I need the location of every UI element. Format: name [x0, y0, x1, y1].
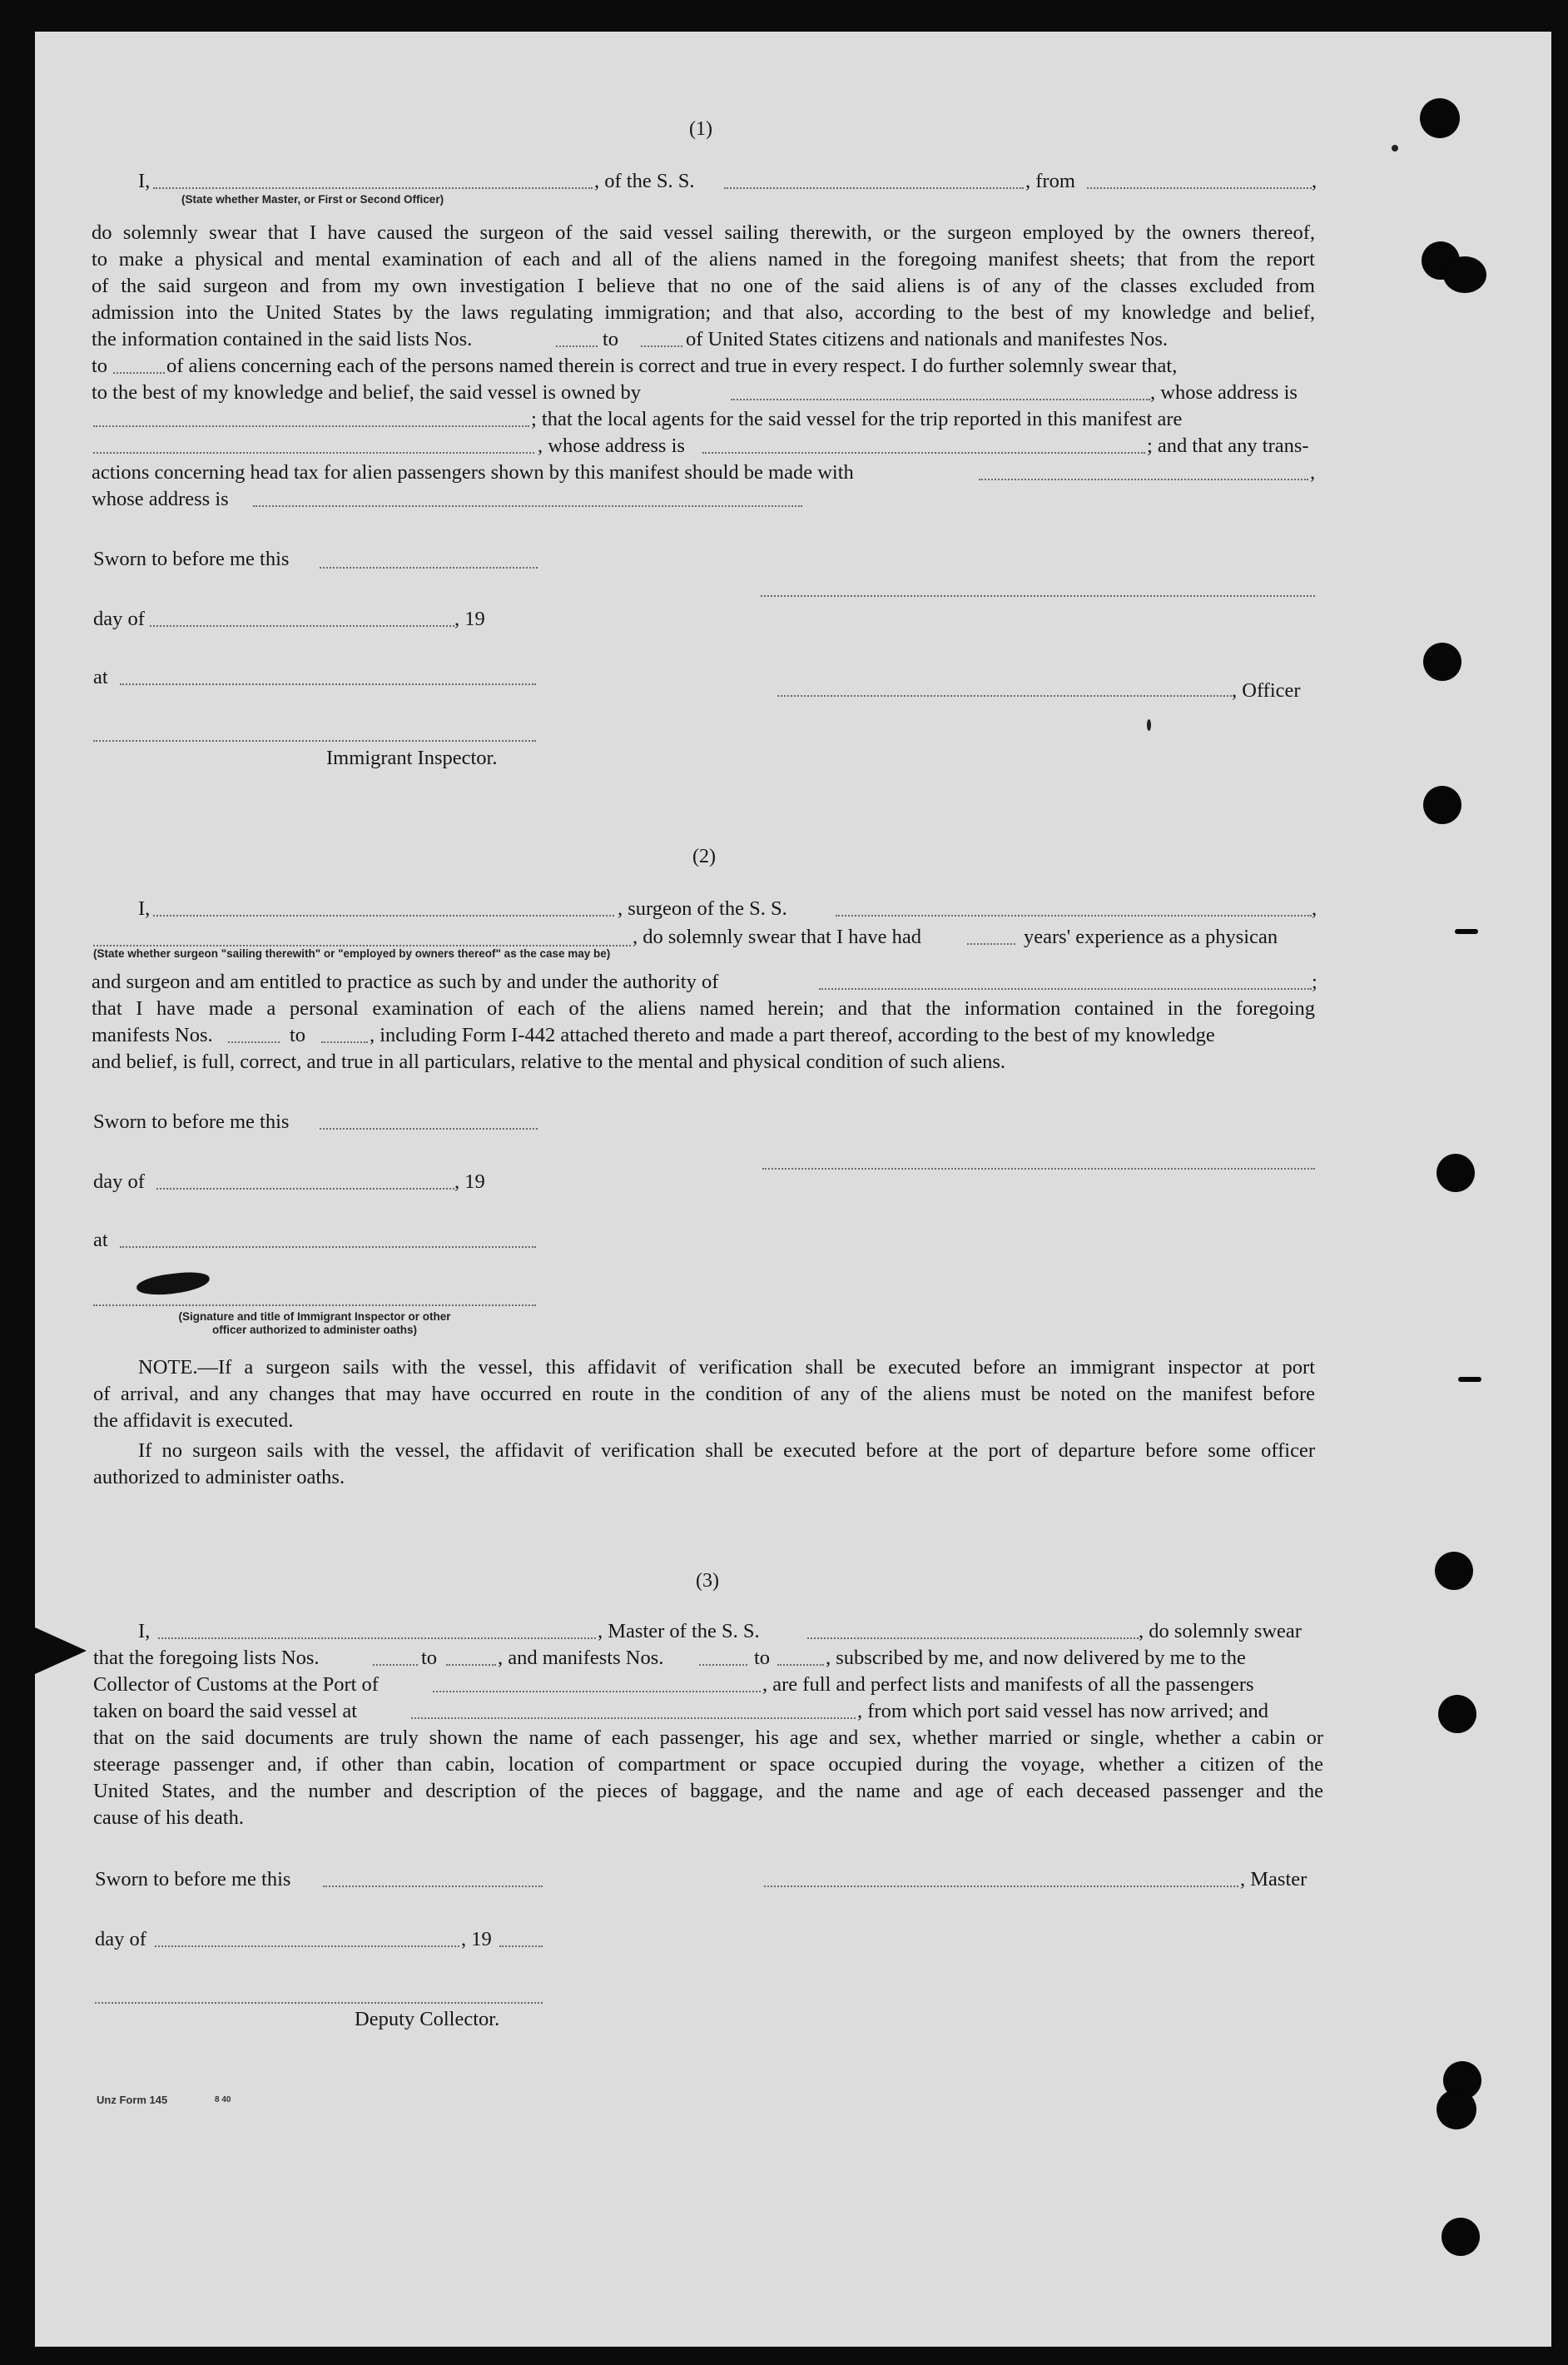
s2-line-2a: , do solemnly swear that I have had — [633, 926, 921, 948]
s1-line-9a: , whose address is — [538, 435, 685, 457]
s1-blank-officer — [777, 695, 1232, 697]
s2-surgeon-note: (State whether surgeon "sailing therewith" or "employed by owners thereof" as the case may be) — [93, 947, 611, 960]
s1-blank-sworn — [320, 567, 538, 569]
s2-line-5a: manifests Nos. — [92, 1024, 213, 1046]
s2-line-5b: to — [290, 1024, 306, 1046]
s3-line-7: United States, and the number and description of the pieces of baggage, and the name and age of each deceased passenger and the — [93, 1780, 1323, 1802]
s3-line-3b: , are full and perfect lists and manifests of all the passengers — [762, 1673, 1254, 1696]
s1-line-9b: ; and that any trans- — [1147, 435, 1309, 457]
s3-line-8: cause of his death. — [93, 1806, 244, 1829]
s1-blank-name — [153, 187, 593, 189]
s2-blank-years — [967, 943, 1015, 945]
s2-note-3: the affidavit is executed. — [93, 1409, 294, 1432]
s2-line-4: that I have made a personal examination of each of the aliens named herein; and that the information contained in the foregoing — [92, 997, 1315, 1020]
s1-officer-note: (State whether Master, or First or Second Officer) — [181, 193, 444, 206]
s2-year: , 19 — [454, 1170, 485, 1193]
s2-i: I, — [138, 897, 151, 920]
s1-blank-day — [150, 625, 454, 627]
s1-at: at — [93, 666, 108, 688]
s1-sworn: Sworn to before me this — [93, 548, 290, 570]
s1-blank-owner-address — [93, 425, 529, 427]
s2-sworn: Sworn to before me this — [93, 1110, 290, 1133]
s2-sig-note-2: officer authorized to administer oaths) — [211, 1324, 418, 1336]
s3-blank-master-signature — [764, 1886, 1238, 1887]
s1-line-7b: , whose address is — [1150, 381, 1298, 404]
s2-note-5: authorized to administer oaths. — [93, 1466, 345, 1488]
s2-surgeon-of: , surgeon of the S. S. — [618, 897, 787, 920]
s1-line-3: of the said surgeon and from my own investigation I believe that no one of the said aliens is of any of the classes excluded from — [92, 275, 1315, 297]
s3-day-of: day of — [95, 1928, 146, 1950]
s2-note-1: NOTE.—If a surgeon sails with the vessel, this affidavit of verification shall be executed before an immigrant inspector at port — [138, 1356, 1315, 1379]
s3-blank-sworn — [323, 1886, 543, 1887]
margin-mark — [1455, 929, 1478, 934]
punch-hole — [1435, 1552, 1473, 1590]
s1-blank-head-tax-address — [253, 505, 802, 507]
s1-intro-i: I, — [138, 170, 151, 192]
s3-master-of: , Master of the S. S. — [598, 1620, 760, 1642]
punch-hole — [1423, 643, 1461, 681]
s1-intro-from: , from — [1025, 170, 1075, 192]
s3-line-5: that on the said documents are truly shown the name of each passenger, his age and sex, whether married or single, whether a cabin or — [93, 1727, 1323, 1749]
ink-speck — [1147, 719, 1151, 731]
form-number: Unz Form 145 — [97, 2094, 168, 2106]
torn-notch — [35, 1627, 87, 1674]
s1-line-4: admission into the United States by the laws regulating immigration; and that also, according to the best of my knowledge and belief, — [92, 301, 1315, 324]
s1-blank-at — [120, 683, 536, 685]
s3-swear: , do solemnly swear — [1139, 1620, 1302, 1642]
s2-at: at — [93, 1229, 108, 1251]
s1-blank-lists-to — [641, 345, 682, 347]
s2-note-2: of arrival, and any changes that may have occurred en route in the condition of any of the aliens must be noted on the manifest before — [93, 1383, 1315, 1405]
s2-day-of: day of — [93, 1170, 145, 1193]
s2-blank-day — [156, 1188, 454, 1190]
margin-mark — [1458, 1377, 1481, 1382]
s3-blank-manifests-to — [777, 1664, 824, 1666]
s2-sig-note-1: (Signature and title of Immigrant Inspector or other — [178, 1310, 451, 1323]
s1-blank-manifests-to — [113, 372, 165, 374]
s3-line-2c: , and manifests Nos. — [498, 1647, 664, 1669]
s1-line-5c: of United States citizens and nationals and manifestes Nos. — [686, 328, 1169, 350]
s2-note-4: If no surgeon sails with the vessel, the affidavit of verification shall be executed before at the port of departure before some officer — [138, 1439, 1315, 1462]
s3-deputy: Deputy Collector. — [355, 2008, 500, 2030]
s1-inspector: Immigrant Inspector. — [326, 747, 498, 769]
s1-line-5b: to — [603, 328, 619, 350]
s3-blank-day — [155, 1945, 459, 1947]
punch-hole — [1423, 786, 1461, 824]
s1-blank-head-tax — [979, 479, 1308, 480]
s3-line-4a: taken on board the said vessel at — [93, 1700, 358, 1722]
s2-blank-ship — [836, 915, 1312, 917]
s3-blank-ship — [807, 1637, 1139, 1639]
s1-line-8: ; that the local agents for the said vessel for the trip reported in this manifest are — [531, 408, 1183, 430]
s2-blank-signature — [762, 1168, 1315, 1170]
s1-blank-lists-from — [556, 345, 598, 347]
s3-blank-lists-to — [446, 1664, 496, 1666]
s3-blank-manifests-from — [699, 1664, 747, 1666]
section-number-2: (2) — [692, 846, 716, 867]
s2-blank-name — [153, 915, 614, 917]
s3-line-3a: Collector of Customs at the Port of — [93, 1673, 379, 1696]
section-number-3: (3) — [696, 1570, 719, 1592]
s1-line-2: to make a physical and mental examination of each and all of the aliens named in the foregoing manifest sheets; that from the report — [92, 248, 1315, 271]
s1-year: , 19 — [454, 608, 485, 630]
punch-hole — [1420, 98, 1460, 138]
punch-hole — [1438, 1695, 1476, 1733]
punch-hole — [1443, 256, 1486, 293]
s3-line-2a: that the foregoing lists Nos. — [93, 1647, 320, 1669]
s2-line-3: and surgeon and am entitled to practice as such by and under the authority of — [92, 971, 719, 993]
section-number-1: (1) — [689, 118, 712, 140]
punch-hole — [1437, 1154, 1475, 1192]
s3-i: I, — [138, 1620, 151, 1642]
s3-blank-name — [158, 1637, 596, 1639]
s3-sworn: Sworn to before me this — [95, 1868, 291, 1891]
s1-line-6a: to — [92, 355, 108, 377]
s1-day-of: day of — [93, 608, 145, 630]
s1-officer: , Officer — [1232, 679, 1301, 702]
s2-blank-at — [120, 1246, 536, 1248]
ink-speck — [1392, 145, 1398, 152]
s1-blank-inspector — [93, 740, 536, 742]
s3-master: , Master — [1240, 1868, 1307, 1891]
s2-line-6: and belief, is full, correct, and true in all particulars, relative to the mental and physical condition of such aliens. — [92, 1051, 1006, 1073]
s1-line-6b: of aliens concerning each of the persons named therein is correct and true in every respect. I do further solemnly swear that, — [166, 355, 1178, 377]
s3-line-2b: to — [421, 1647, 438, 1669]
s3-blank-deputy — [95, 2002, 543, 2004]
s3-line-2e: , subscribed by me, and now delivered by me to the — [826, 1647, 1246, 1669]
s2-blank-inspector-signature — [93, 1304, 536, 1306]
s1-blank-agents-address — [702, 452, 1145, 454]
s1-blank-owner — [731, 399, 1150, 400]
s2-line-5c: , including Form I-442 attached thereto and made a part thereof, according to the best of my knowledge — [370, 1024, 1215, 1046]
s3-line-4b: , from which port said vessel has now arrived; and — [857, 1700, 1268, 1722]
s1-line-7a: to the best of my knowledge and belief, the said vessel is owned by — [92, 381, 641, 404]
s1-blank-agents — [93, 452, 534, 454]
s2-blank-surgeon-type — [93, 945, 631, 946]
s2-blank-sworn — [320, 1128, 538, 1130]
s1-line-5a: the information contained in the said lists Nos. — [92, 328, 473, 350]
s3-blank-port-of-embarkation — [411, 1717, 856, 1719]
s2-blank-authority — [819, 988, 1312, 990]
s1-blank-from — [1087, 187, 1312, 189]
s2-line-2b: years' experience as a physican — [1024, 926, 1278, 948]
s1-blank-ship — [724, 187, 1024, 189]
s3-line-6: steerage passenger and, if other than cabin, location of compartment or space occupied during the voyage, whether a citizen of the — [93, 1753, 1323, 1776]
s1-blank-signature — [761, 595, 1315, 597]
s2-blank-manifests-from — [228, 1041, 280, 1043]
form-code: 8 40 — [215, 2095, 231, 2104]
s1-line-10: actions concerning head tax for alien passengers shown by this manifest should be made with — [92, 461, 854, 484]
punch-hole — [1437, 2089, 1476, 2129]
s3-blank-port — [433, 1691, 761, 1692]
s3-blank-year — [499, 1945, 543, 1947]
s3-year: , 19 — [461, 1928, 492, 1950]
s2-blank-manifests-to — [321, 1041, 368, 1043]
s3-blank-lists-from — [373, 1664, 418, 1666]
s3-line-2d: to — [754, 1647, 771, 1669]
s1-line-1: do solemnly swear that I have caused the surgeon of the said vessel sailing therewith, or the surgeon employed by the owners thereof, — [92, 221, 1315, 244]
s1-line-11: whose address is — [92, 488, 229, 510]
punch-hole — [1441, 2218, 1480, 2256]
s1-intro-of-ss: , of the S. S. — [594, 170, 695, 192]
